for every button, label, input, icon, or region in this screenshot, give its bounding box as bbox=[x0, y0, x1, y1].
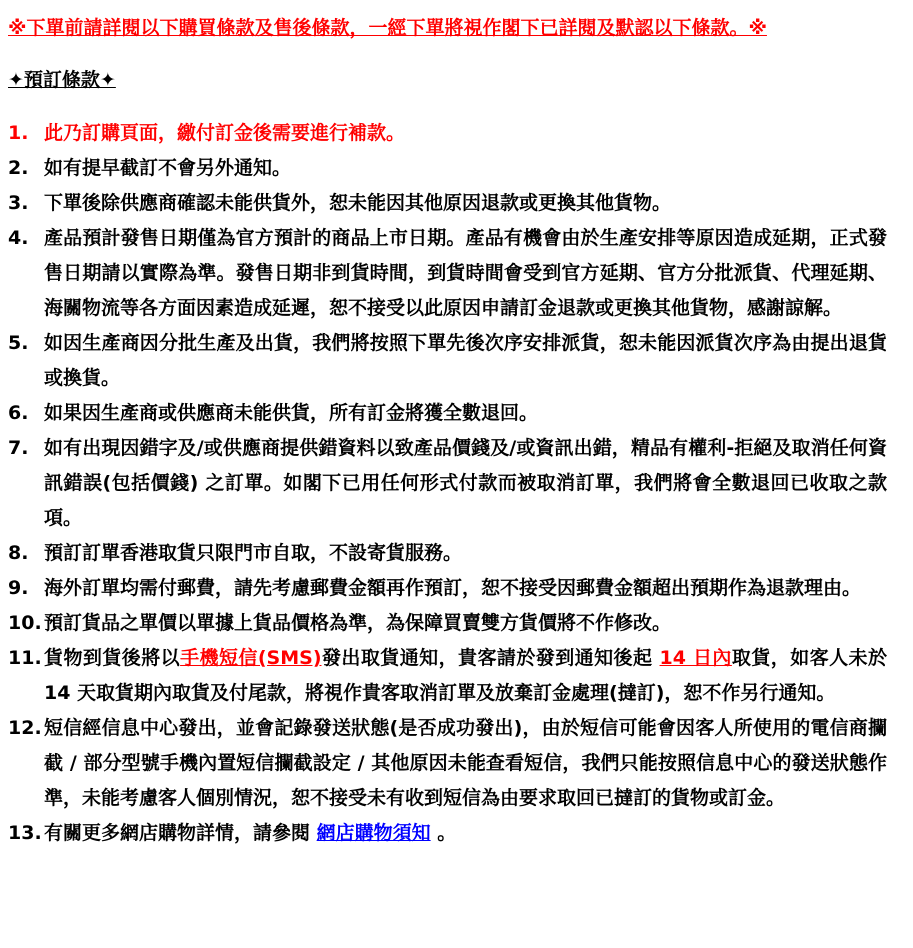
term-number: 11. bbox=[8, 647, 42, 669]
term-text bbox=[44, 396, 887, 431]
term-text bbox=[44, 186, 887, 221]
term-text bbox=[44, 536, 887, 571]
term-row bbox=[8, 816, 887, 851]
term-text bbox=[44, 641, 887, 711]
term-segment: 如有提早截訂不會另外通知。 bbox=[44, 157, 292, 179]
term-number: 3. bbox=[8, 192, 29, 214]
term-text bbox=[44, 431, 887, 536]
term-number: 10. bbox=[8, 612, 42, 634]
term-number: 9. bbox=[8, 577, 29, 599]
term-row bbox=[8, 326, 887, 396]
term-text bbox=[44, 326, 887, 396]
terms-list bbox=[8, 116, 887, 851]
term-row bbox=[8, 396, 887, 431]
term-row bbox=[8, 606, 887, 641]
term-segment: 產品預計發售日期僅為官方預計的商品上市日期。產品有機會由於生產安排等原因造成延期，正式發售日期請以實際為準。發售日期非到貨時間，到貨時間會受到官方延期、官方分批派貨、代理延期、海關物流等各方面因素造成延遲，恕不接受以此原因申請訂金退款或更換其他貨物，感謝諒解。 bbox=[44, 227, 887, 319]
term-segment: 如因生產商因分批生產及出貨，我們將按照下單先後次序安排派貨，恕未能因派貨次序為由提出退貨或換貨。 bbox=[44, 332, 887, 389]
term-number: 4. bbox=[8, 227, 29, 249]
term-number: 1. bbox=[8, 122, 29, 144]
term-text bbox=[44, 221, 887, 326]
term-row bbox=[8, 116, 887, 151]
term-segment: 。 bbox=[430, 822, 457, 844]
term-row bbox=[8, 431, 887, 536]
shop-guide-link[interactable]: 網店購物須知 bbox=[316, 822, 431, 844]
deadline-highlight: 14 日內 bbox=[659, 647, 732, 669]
preorder-terms-title: ✦預訂條款✦ bbox=[8, 69, 116, 91]
term-text bbox=[44, 571, 887, 606]
term-row bbox=[8, 711, 887, 816]
term-text bbox=[44, 816, 887, 851]
term-segment: 有關更多網店購物詳情，請參閱 bbox=[44, 822, 317, 844]
purchase-notice-banner: ※下單前請詳閱以下購買條款及售後條款，一經下單將視作閣下已詳閱及默認以下條款。※ bbox=[8, 17, 767, 39]
term-segment: 預訂貨品之單價以單據上貨品價格為準，為保障買賣雙方貨價將不作修改。 bbox=[44, 612, 672, 634]
term-number: 2. bbox=[8, 157, 29, 179]
term-number: 12. bbox=[8, 717, 42, 739]
term-text bbox=[44, 116, 887, 151]
term-segment: 海外訂單均需付郵費，請先考慮郵費金額再作預訂，恕不接受因郵費金額超出預期作為退款理由。 bbox=[44, 577, 862, 599]
term-text bbox=[44, 711, 887, 816]
term-row bbox=[8, 151, 887, 186]
term-segment: 短信經信息中心發出，並會記錄發送狀態(是否成功發出)，由於短信可能會因客人所使用的電信商攔截 / 部分型號手機內置短信攔截設定 / 其他原因未能查看短信，我們只能按照信息中心的發送狀態作準，未能考慮客人個別情況，恕不接受未有收到短信為由要求取回已撻訂的貨物或訂金。 bbox=[44, 717, 887, 809]
term-segment: 貨物到貨後將以 bbox=[44, 647, 181, 669]
sms-highlight: 手機短信(SMS) bbox=[180, 647, 322, 669]
term-text bbox=[44, 151, 887, 186]
term-row bbox=[8, 221, 887, 326]
term-row bbox=[8, 536, 887, 571]
term-segment: 預訂訂單香港取貨只限門市自取，不設寄貨服務。 bbox=[44, 542, 463, 564]
term-row bbox=[8, 641, 887, 711]
term-row bbox=[8, 186, 887, 221]
term-number: 8. bbox=[8, 542, 29, 564]
term-segment: 如有出現因錯字及/或供應商提供錯資料以致產品價錢及/或資訊出錯，精品有權利-拒絕及取消任何資訊錯誤(包括價錢) 之訂單。如閣下已用任何形式付款而被取消訂單，我們將會全數退回已收取之款項。 bbox=[44, 437, 887, 529]
term-number: 6. bbox=[8, 402, 29, 424]
term-number: 5. bbox=[8, 332, 29, 354]
term-segment: 下單後除供應商確認未能供貨外，恕未能因其他原因退款或更換其他貨物。 bbox=[44, 192, 672, 214]
term-segment: 如果因生產商或供應商未能供貨，所有訂金將獲全數退回。 bbox=[44, 402, 539, 424]
term-text bbox=[44, 606, 887, 641]
term-segment: 發出取貨通知，貴客請於發到通知後起 bbox=[321, 647, 660, 669]
term-row bbox=[8, 571, 887, 606]
term-number: 7. bbox=[8, 437, 29, 459]
term-segment: 此乃訂購頁面，繳付訂金後需要進行補款。 bbox=[44, 122, 406, 144]
term-number: 13. bbox=[8, 822, 42, 844]
term-segment: 取貨，如客人未於 14 天取貨期內取貨及付尾款，將視作貴客取消訂單及放棄訂金處理(撻訂)，恕不作另行通知。 bbox=[44, 647, 887, 704]
